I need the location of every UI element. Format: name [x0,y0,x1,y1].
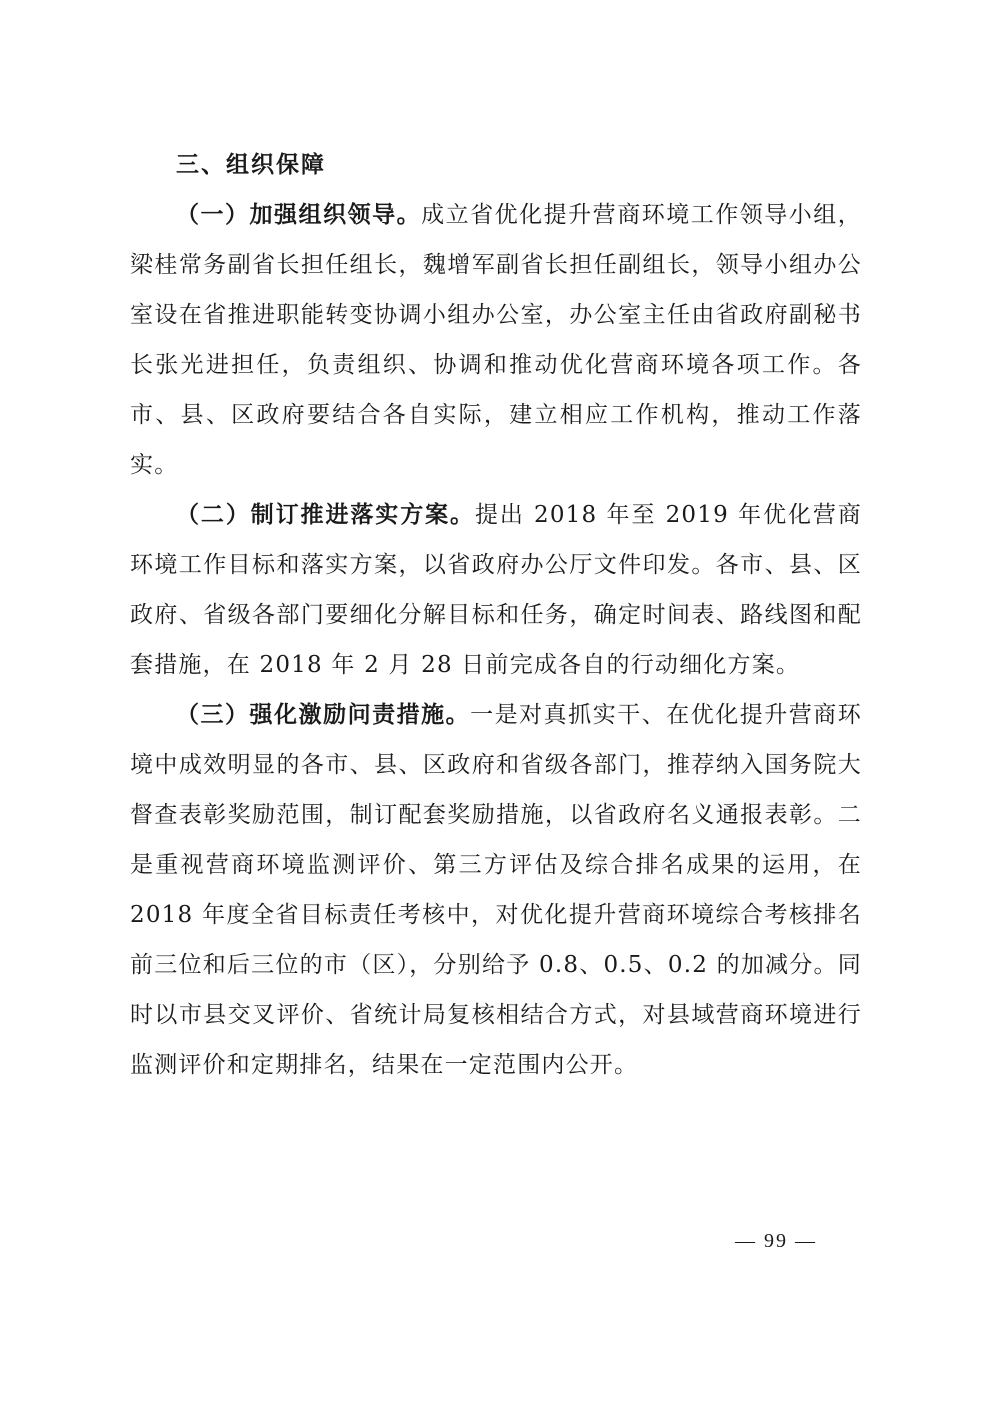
paragraph-body: 一是对真抓实干、在优化提升营商环境中成效明显的各市、县、区政府和省级各部门，推荐纳入国务院大督查表彰奖励范围，制订配套奖励措施，以省政府名义通报表彰。二是重视营商环境监测评价、第三方评估及综合排名成果的运用，在 2018 年度全省目标责任考核中，对优化提升营商环境综合考核排名前三位和后三位的市（区），分别给予 0.8、0.5、0.2 的加减分。同时以市县交叉评价、省统计局复核相结合方式，对县域营商环境进行监测评价和定期排名，结果在一定范围内公开。 [130,702,863,1078]
paragraph-implementation-plan [130,490,862,690]
paragraph-body: 提出 2018 年至 2019 年优化营商环境工作目标和落实方案，以省政府办公厅文件印发。各市、县、区政府、省级各部门要细化分解目标和任务，确定时间表、路线图和配套措施，在 2018 年 2 月 28 日前完成各自的行动细化方案。 [130,502,863,678]
paragraph-organization-leadership [130,190,862,490]
document-body [130,140,862,1090]
page-number: — 99 — [735,1230,817,1252]
section-heading: 三、组织保障 [176,152,326,178]
paragraph-incentive-accountability [130,690,862,1090]
paragraph-lead: （一）加强组织领导。 [176,202,422,228]
paragraph-body: 成立省优化提升营商环境工作领导小组，梁桂常务副省长担任组长，魏增军副省长担任副组长，领导小组办公室设在省推进职能转变协调小组办公室，办公室主任由省政府副秘书长张光进担任，负责组织、协调和推动优化营商环境各项工作。各市、县、区政府要结合各自实际，建立相应工作机构，推动工作落实。 [130,202,862,478]
paragraph-lead: （三）强化激励问责措施。 [176,702,471,728]
paragraph-lead: （二）制订推进落实方案。 [176,502,475,528]
